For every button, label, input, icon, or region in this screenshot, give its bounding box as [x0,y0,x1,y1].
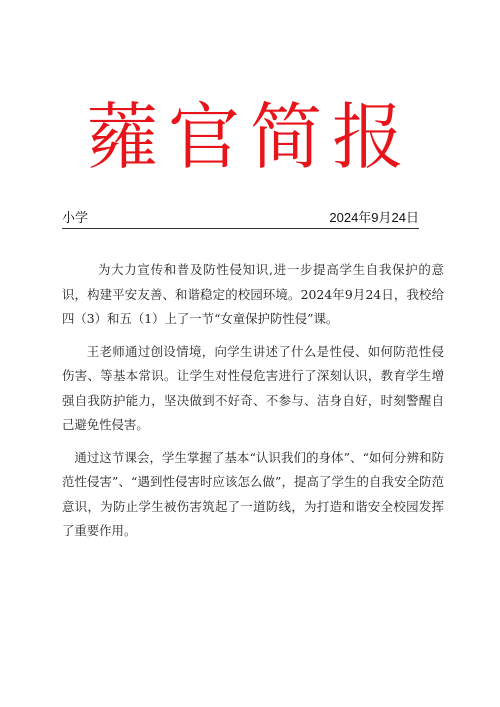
newsletter-masthead-title: 蕹官简报 [85,95,414,179]
article-paragraph-1: 为大力宣传和普及防性侵知识,进一步提高学生自我保护的意识，构建平安友善、和谐稳定的校园环境。2024年9月24日，我校给四（3）和五（1）上了一节“女童保护防性侵”课。 [62,262,444,326]
dateline [62,208,419,229]
article-paragraph-2: 王老师通过创设情境，向学生讲述了什么是性侵、如何防范性侵伤害、等基本常识。让学生对性侵危害进行了深刻认识，教育学生增强自我防护能力，坚决做到不好奇、不参与、洁身自好，时刻警醒自己避免性侵害。 [62,343,444,432]
article-paragraph-3: 通过这节课会，学生掌握了基本“认识我们的身体”、“如何分辨和防范性侵害”、“遇到性侵害时应该怎么做”，提高了学生的自我安全防范意识，为防止学生被伤害筑起了一道防线，为打造和谐安全校园发挥了重要作用。 [62,449,444,538]
article-body [62,258,444,552]
school-name: 小学 [62,210,89,225]
issue-date: 2024年9月24日 [329,210,419,225]
